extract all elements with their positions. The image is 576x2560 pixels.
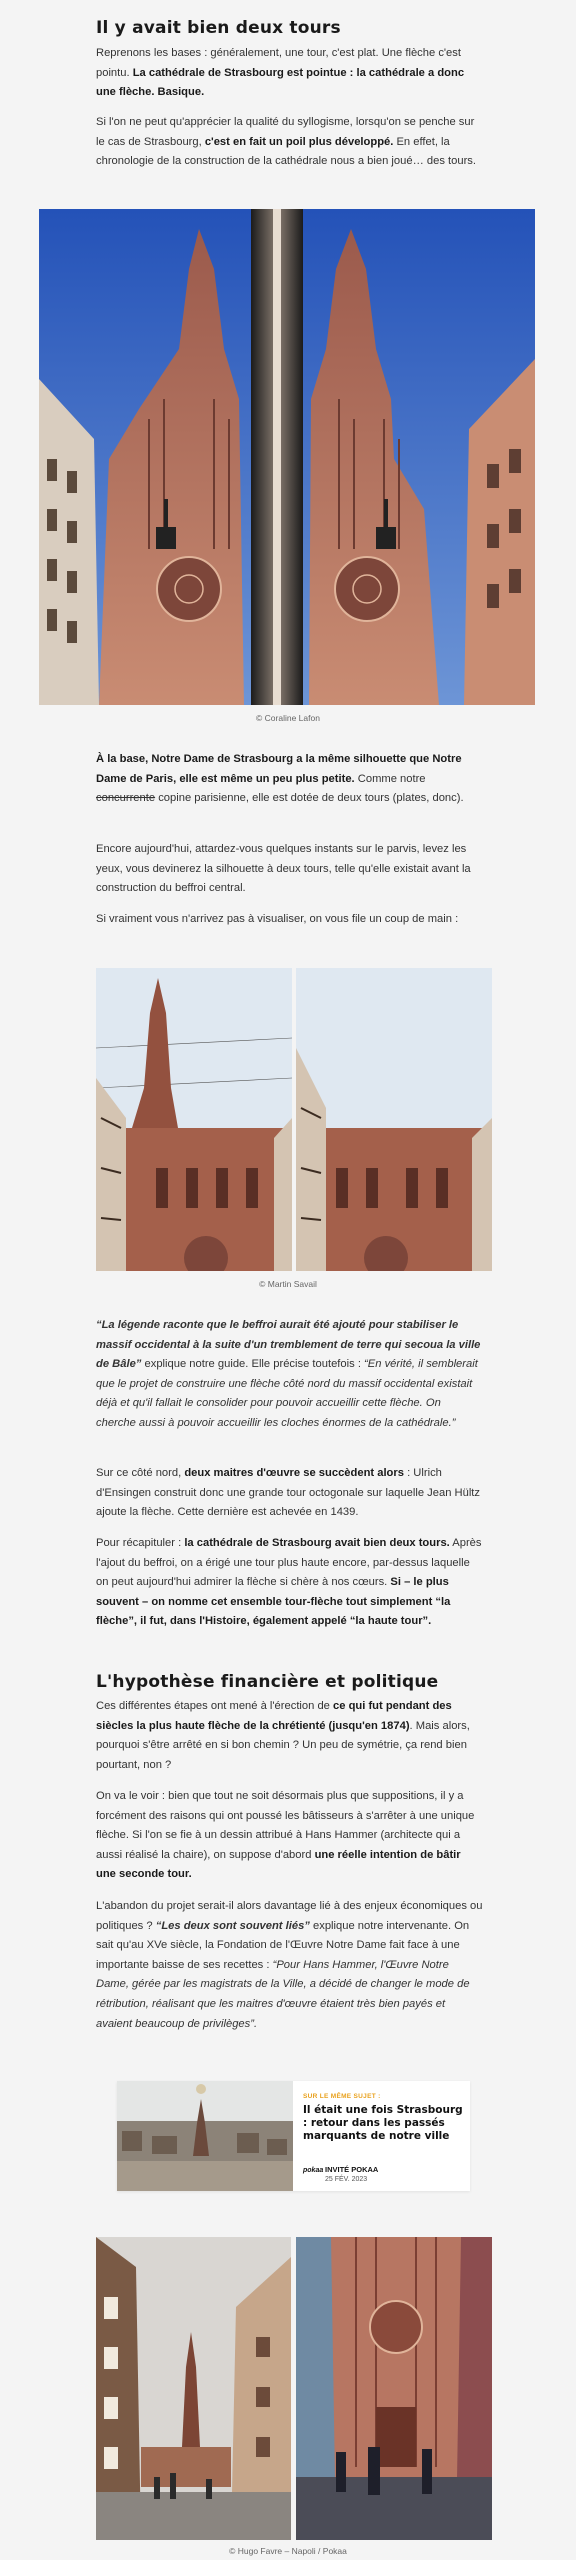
- paragraph-silhouette: À la base, Notre Dame de Strasbourg a la même silhouette que Notre Dame de Paris, elle est même un peu plus petite. Comme notre concurrente copine parisienne, elle est dotée de deux tours (plates, donc).: [96, 753, 464, 805]
- street-view-facade-photo: [296, 2237, 492, 2540]
- related-article-card[interactable]: [117, 2081, 470, 2191]
- paragraph-parvis: Encore aujourd'hui, attardez-vous quelques instants sur le parvis, levez les yeux, vous devinerez la silhouette à deux tours, telle qu'elle existait avant la construction du beffroi central.: [96, 843, 471, 895]
- paragraph-recap: Pour récapituler : la cathédrale de Strasbourg avait bien deux tours. Après l'ajout du beffroi, on a érigé une tour plus haute encore, par-dessus laquelle on peut aujourd'hui admirer la flèche si chère à nos cœurs. Si – le plus souvent – on nomme cet ensemble tour-flèche tout simplement “la flèche”, il fut, dans l'Histoire, également appelé “la haute tour”.: [96, 1537, 482, 1628]
- paragraph-economics: L'abandon du projet serait-il alors davantage lié à des enjeux économiques ou politiques ? “Les deux sont souvent liés” explique notre intervenante. On sait qu'au XVe siècle, la Fondation de l'Œuvre Notre Dame fait face à une importante baisse de ses recettes : “Pour Hans Hammer, l'Œuvre Notre Dame, gérée par les magistrats de la Ville, a décidé de changer le mode de rétribution, réalisant que les maitres d'œuvre étaient très bien payés et avaient beaucoup de privilèges”.: [96, 1900, 483, 2030]
- related-article-thumbnail[interactable]: [117, 2081, 293, 2191]
- cathedral-with-spire-photo: [96, 968, 292, 1271]
- heading-two-towers: Il y avait bien deux tours: [96, 18, 341, 38]
- paragraph-masters: Sur ce côté nord, deux maitres d'œuvre se succèdent alors : Ulrich d'Ensingen construit donc une grande tour octogonale sur laquelle Jean Hültz ajoute la flèche. Cette dernière est achevée en 1439.: [96, 1467, 481, 1519]
- cathedral-without-spire-photo: [296, 968, 492, 1271]
- section-heading-two-towers: [96, 18, 483, 38]
- heading-financial-political: L'hypothèse financière et politique: [96, 1672, 439, 1692]
- paragraph-helping-hand: Si vraiment vous n'arrivez pas à visualiser, on vous file un coup de main :: [96, 913, 459, 925]
- related-article-title[interactable]: Il était une fois Strasbourg : retour dans les passés marquants de notre ville: [303, 2104, 463, 2142]
- cathedral-mirror-photo: [39, 209, 535, 705]
- paragraph-legend: “La légende raconte que le beffroi aurait été ajouté pour stabiliser le massif occidental à la suite d'un tremblement de terre qui secoua la ville de Bâle” explique notre guide. Elle précise toutefois : “En vérité, il semblerait que le projet de construire une flèche côté nord du massif occidental existait déjà et qu'il fallait le consolider pour pouvoir accueillir cette flèche. On cherche aussi à pouvoir accueillir les cloches énormes de la cathédrale.”: [96, 1319, 481, 1429]
- photo-caption-martin: © Martin Savail: [259, 1279, 317, 1289]
- section-heading-financial: [96, 1672, 483, 1692]
- photo-caption-hugo: © Hugo Favre – Napoli / Pokaa: [229, 2546, 347, 2556]
- photo-caption-coraline: © Coraline Lafon: [256, 713, 320, 723]
- related-article-kicker: SUR LE MÊME SUJET :: [303, 2093, 381, 2100]
- pokaa-logo: pokaa: [303, 2167, 324, 2174]
- paragraph-basics: Reprenons les bases : généralement, une tour, c'est plat. Une flèche c'est pointu. La cathédrale de Strasbourg est pointue : la cathédrale a donc une flèche. Basique.: [96, 47, 465, 99]
- related-article-date: 25 FÉV. 2023: [325, 2176, 368, 2183]
- paragraph-syllogism: Si l'on ne peut qu'apprécier la qualité du syllogisme, lorsqu'on se penche sur le cas de Strasbourg, c'est en fait un poil plus développé. En effet, la chronologie de la construction de la cathédrale nous a bien joué… des tours.: [96, 116, 476, 168]
- paragraph-hans-hammer: On va le voir : bien que tout ne soit désormais plus que suppositions, il y a forcément des raisons qui ont poussé les bâtisseurs à s'arrêter à une unique flèche. Si l'on se fie à un dessin attribué à Hans Hammer (architecte qui a aussi réalisé la chaire), on suppose d'abord une réelle intention de bâtir une seconde tour.: [96, 1790, 475, 1881]
- street-view-cathedral-photo: [96, 2237, 291, 2540]
- paragraph-steps: Ces différentes étapes ont mené à l'érection de ce qui fut pendant des siècles la plus haute flèche de la chrétienté (jusqu'en 1874). Mais alors, pourquoi s'être arrêté en si bon chemin ? Un peu de symétrie, ça rend bien pourtant, non ?: [96, 1700, 470, 1771]
- related-article-author: INVITÉ POKAA: [325, 2165, 379, 2174]
